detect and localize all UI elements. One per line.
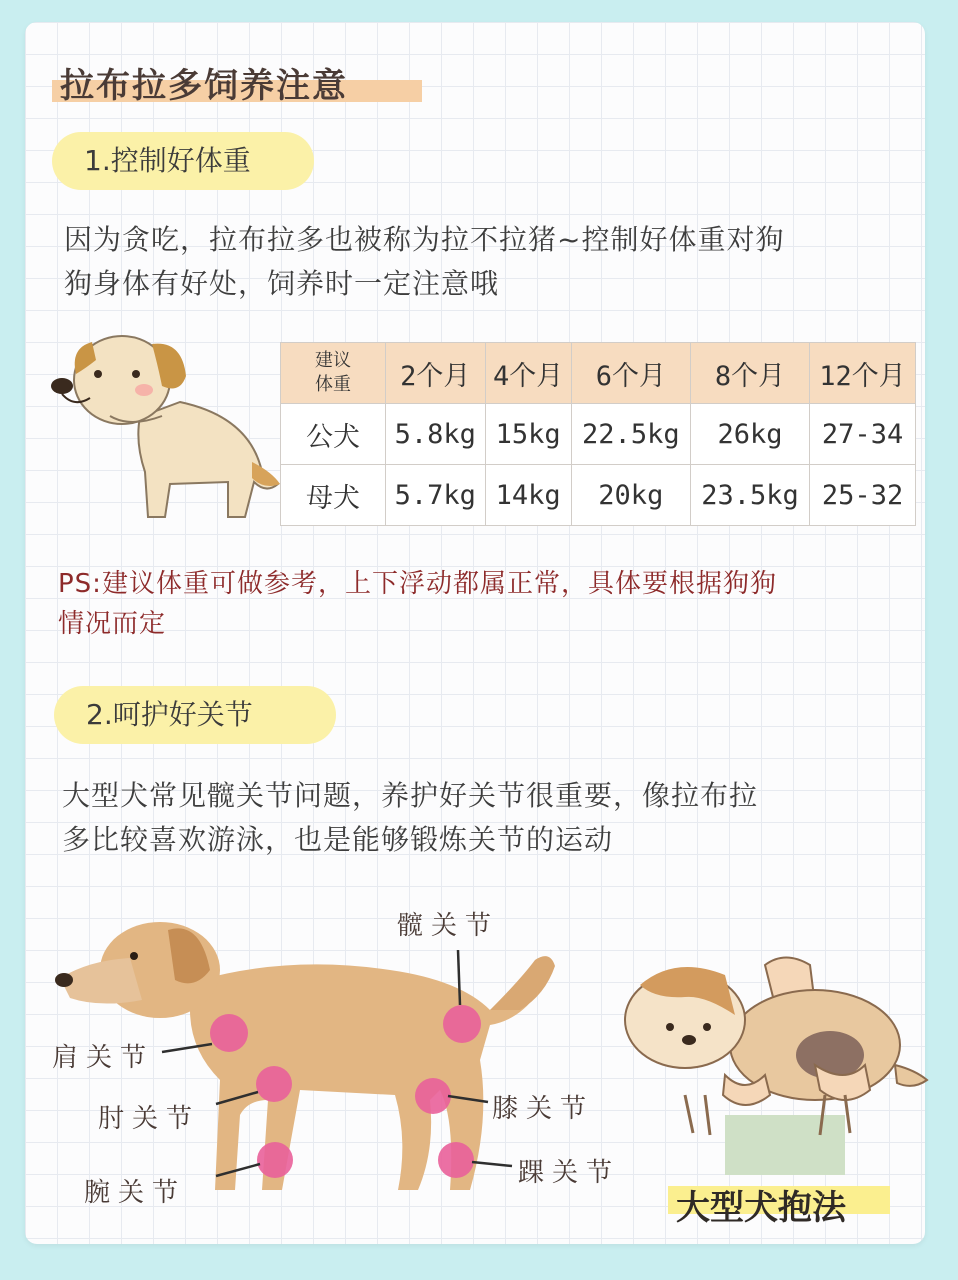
table-cell: 25-32	[810, 465, 916, 526]
table-cell: 15kg	[485, 404, 571, 465]
corner-line1: 建议	[315, 350, 351, 371]
ankle-joint-label: 踝关节	[518, 1158, 621, 1188]
ps-line1: PS:建议体重可做参考，上下浮动都属正常，具体要根据狗狗	[58, 569, 777, 599]
table-cell: 22.5kg	[571, 404, 690, 465]
ps-line2: 情况而定	[58, 609, 167, 639]
hip-joint-label: 髋关节	[397, 911, 500, 941]
table-cell: 14kg	[485, 465, 571, 526]
corner-line2: 体重	[315, 374, 351, 395]
table-row-label: 公犬	[281, 404, 386, 465]
table-cell: 5.8kg	[386, 404, 486, 465]
section2-line2: 多比较喜欢游泳，也是能够锻炼关节的运动	[62, 823, 614, 856]
table-cell: 5.7kg	[386, 465, 486, 526]
held-puppy-illustration	[615, 945, 930, 1175]
knee-joint-label: 膝关节	[492, 1094, 595, 1124]
elbow-joint-label: 肘关节	[98, 1104, 201, 1134]
table-cell: 27-34	[810, 404, 916, 465]
table-header-cell: 2个月	[386, 343, 486, 404]
table-header-cell: 8个月	[690, 343, 809, 404]
table-row-label: 母犬	[281, 465, 386, 526]
table-header-cell: 12个月	[810, 343, 916, 404]
wrist-joint-label: 腕关节	[84, 1178, 187, 1208]
shoulder-joint-label: 肩关节	[52, 1043, 155, 1073]
table-cell: 23.5kg	[690, 465, 809, 526]
section2-heading: 2.呵护好关节	[54, 686, 336, 744]
section1-line1: 因为贪吃，拉布拉多也被称为拉不拉猪~控制好体重对狗	[64, 223, 785, 256]
table-header-cell: 4个月	[485, 343, 571, 404]
hold-method-label: 大型犬抱法	[676, 1188, 846, 1228]
section1-heading: 1.控制好体重	[52, 132, 314, 190]
table-header-cell: 6个月	[571, 343, 690, 404]
table-cell: 26kg	[690, 404, 809, 465]
section2-line1: 大型犬常见髋关节问题，养护好关节很重要，像拉布拉	[62, 779, 759, 812]
page-title: 拉布拉多饲养注意	[60, 66, 348, 106]
section1-line2: 狗身体有好处，饲养时一定注意哦	[64, 267, 500, 300]
table-cell: 20kg	[571, 465, 690, 526]
